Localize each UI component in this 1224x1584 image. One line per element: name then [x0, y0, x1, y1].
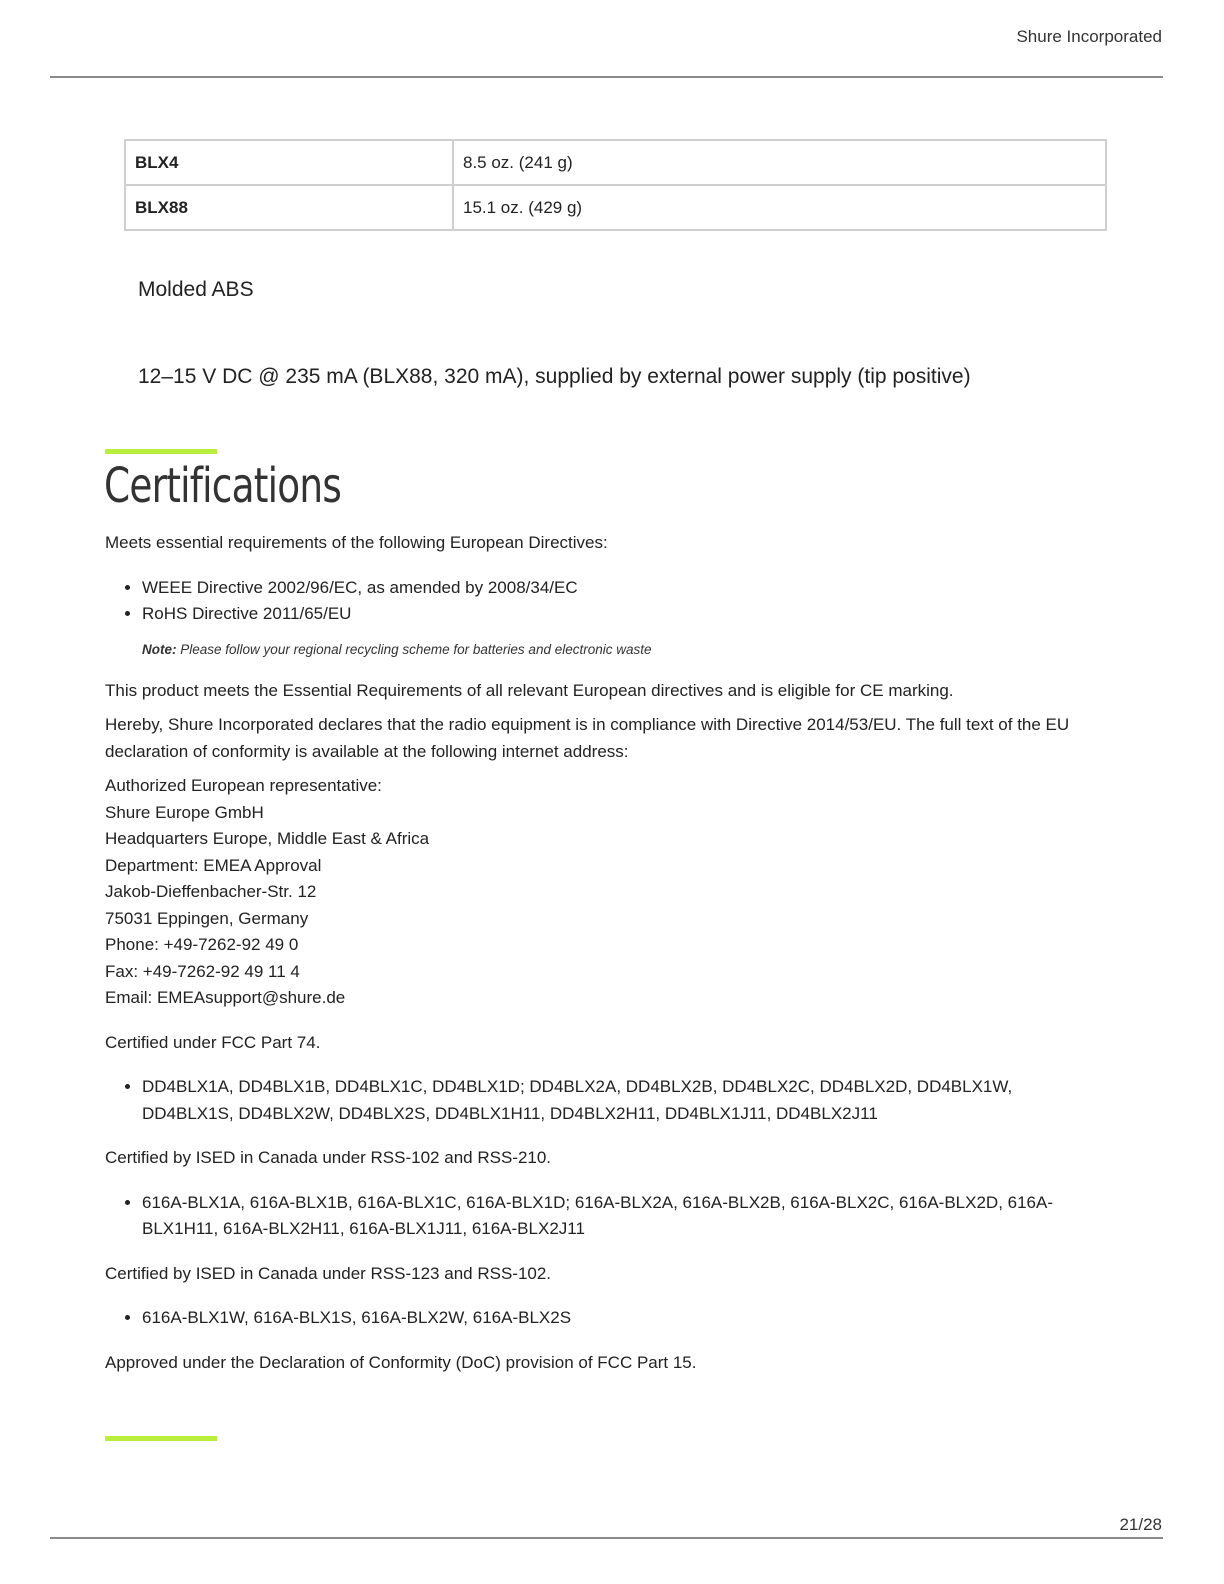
- note-text: Please follow your regional recycling scheme for batteries and electronic waste: [180, 641, 652, 657]
- note-label: Note:: [142, 641, 177, 657]
- ised-rss123-statement: Certified by ISED in Canada under RSS-123 and RSS-102.: [105, 1263, 552, 1283]
- recycling-note: [142, 640, 1105, 660]
- section-accent-bar: [105, 449, 217, 454]
- ce-statement: This product meets the Essential Requirements of all relevant European directives and is eligible for CE marking.: [105, 680, 954, 700]
- address-line: Email: EMEAsupport@shure.de: [105, 988, 346, 1007]
- header-company-name: Shure Incorporated: [1016, 27, 1162, 46]
- ised-rss123-id-list: [105, 1305, 1105, 1332]
- eu-representative-address: [105, 773, 1105, 1012]
- table-row: [125, 140, 1106, 185]
- page-number: 21/28: [1119, 1515, 1162, 1534]
- directives-list: [105, 575, 1105, 628]
- housing-spec: Molded ABS: [138, 278, 254, 301]
- address-line: Jakob-Dieffenbacher-Str. 12: [105, 882, 317, 901]
- table-cell-model: BLX4: [125, 140, 453, 185]
- table-cell-model: BLX88: [125, 185, 453, 230]
- list-item: • WEEE Directive 2002/96/EC, as amended by 2008/34/EC: [142, 575, 1105, 602]
- doc-statement: Approved under the Declaration of Conformity (DoC) provision of FCC Part 15.: [105, 1352, 697, 1372]
- address-line: 75031 Eppingen, Germany: [105, 908, 309, 928]
- table-cell-weight: 8.5 oz. (241 g): [453, 140, 1106, 185]
- table-row: [125, 185, 1106, 230]
- power-spec: 12–15 V DC @ 235 mA (BLX88, 320 mA), supplied by external power supply (tip positive): [138, 365, 971, 388]
- list-item: • DD4BLX1A, DD4BLX1B, DD4BLX1C, DD4BLX1D; DD4BLX2A, DD4BLX2B, DD4BLX2C, DD4BLX2D, DD4BLX1W, DD4BLX1S, DD4BLX2W, DD4BLX2S, DD4BLX1H11, DD4BLX2H11, DD4BLX1J11, DD4BLX2J11: [142, 1074, 1105, 1127]
- fcc-id-list: [105, 1074, 1105, 1127]
- eu-declaration: Hereby, Shure Incorporated declares that the radio equipment is in compliance with Directive 2014/53/EU. The full text of the EU declaration of conformity is available at the following internet address:: [105, 715, 1070, 761]
- list-item: • 616A-BLX1A, 616A-BLX1B, 616A-BLX1C, 616A-BLX1D; 616A-BLX2A, 616A-BLX2B, 616A-BLX2C, 616A-BLX2D, 616A-BLX1H11, 616A-BLX2H11, 616A-BLX1J11, 616A-BLX2J11: [142, 1190, 1105, 1243]
- address-line: Phone: +49-7262-92 49 0: [105, 935, 299, 954]
- list-item: • RoHS Directive 2011/65/EU: [142, 601, 1105, 628]
- address-line: Fax: +49-7262-92 49 11 4: [105, 961, 300, 981]
- fcc-part74-statement: Certified under FCC Part 74.: [105, 1032, 321, 1052]
- address-line: Department: EMEA Approval: [105, 855, 322, 875]
- address-line: Headquarters Europe, Middle East & Africa: [105, 829, 430, 848]
- address-line: Shure Europe GmbH: [105, 802, 264, 822]
- ised-rss210-id-list: [105, 1190, 1105, 1243]
- list-item: • 616A-BLX1W, 616A-BLX1S, 616A-BLX2W, 616A-BLX2S: [142, 1305, 1105, 1332]
- footer-divider: [50, 1537, 1163, 1539]
- weight-table: [124, 139, 1107, 231]
- header-divider: [50, 76, 1163, 78]
- certifications-body: [105, 530, 1105, 1376]
- directives-intro: Meets essential requirements of the following European Directives:: [105, 533, 608, 552]
- ised-rss210-statement: Certified by ISED in Canada under RSS-102 and RSS-210.: [105, 1148, 552, 1167]
- section-accent-bar: [105, 1436, 217, 1441]
- section-title: Certifications: [104, 458, 342, 514]
- address-line: Authorized European representative:: [105, 776, 382, 795]
- table-cell-weight: 15.1 oz. (429 g): [453, 185, 1106, 230]
